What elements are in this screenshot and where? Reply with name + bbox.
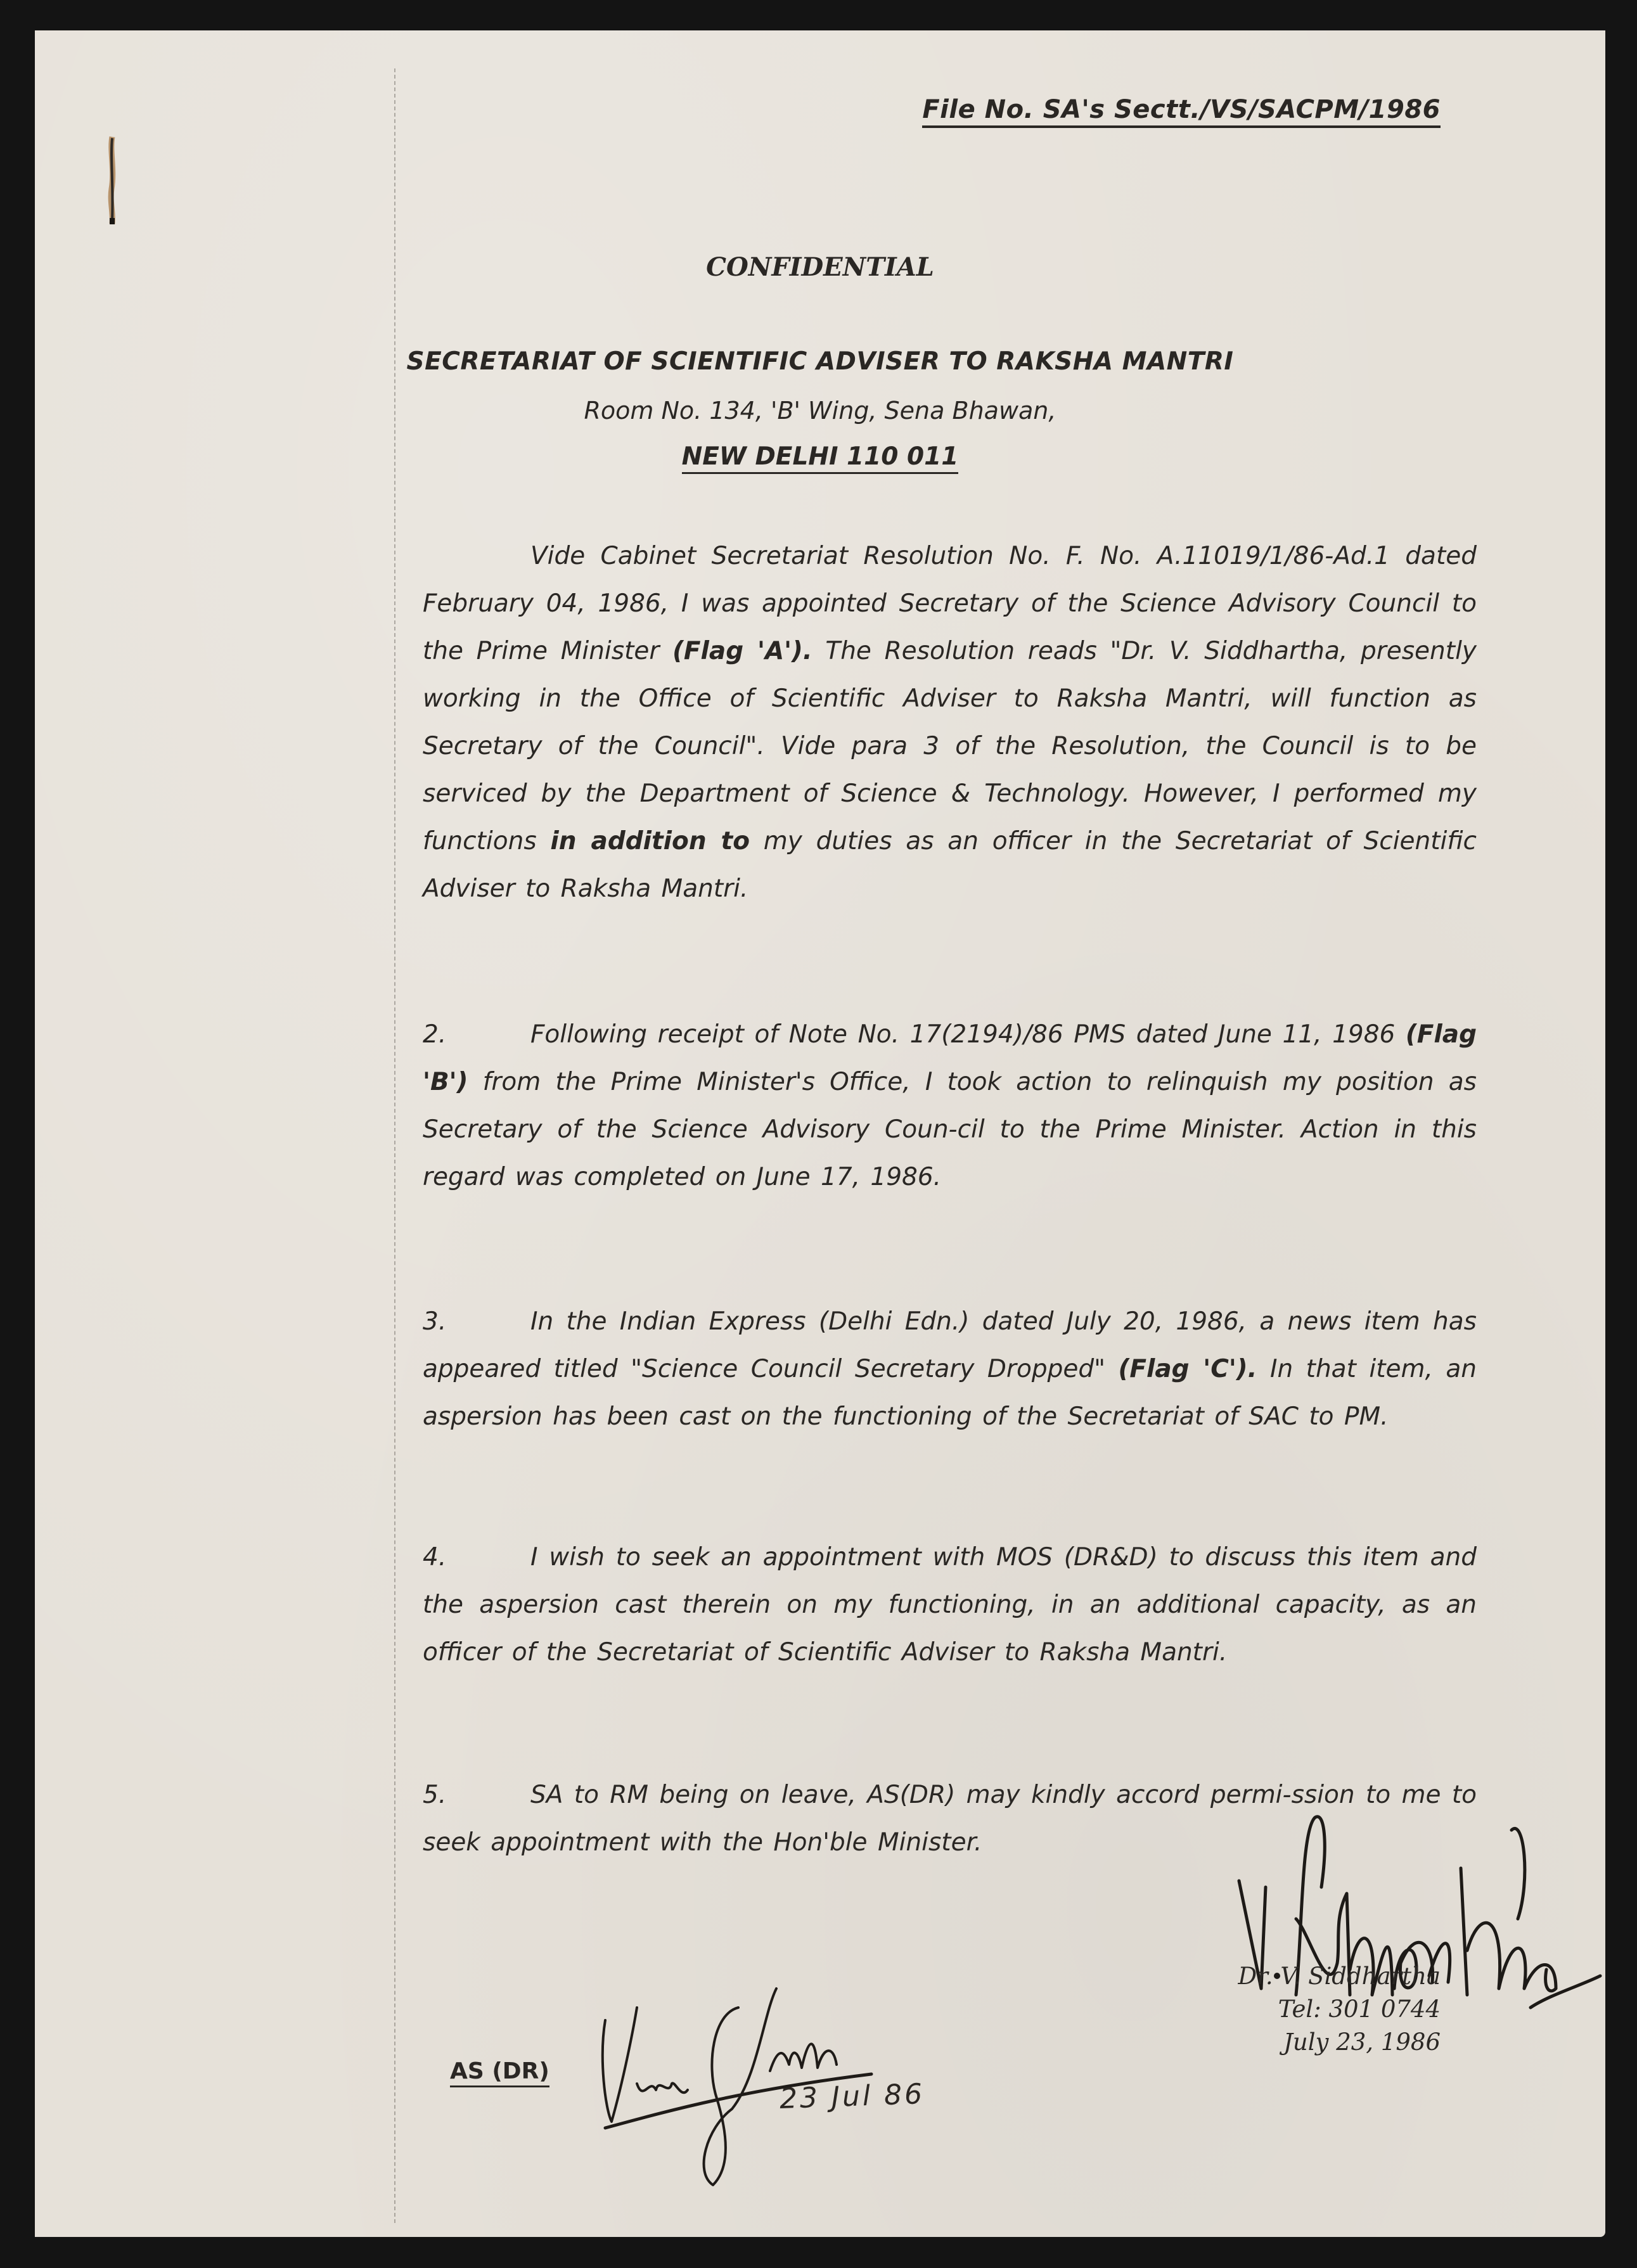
classification-label: CONFIDENTIAL (706, 252, 934, 282)
endorsement-addressee: AS (DR) (450, 2058, 549, 2087)
paragraph-number: 3. (423, 1307, 447, 1336)
text-segment: SA to RM being on leave, AS(DR) may kindly accord permi-ssion to me to seek appointment with the Hon'ble Minister. (423, 1781, 1477, 1857)
paragraph-4 (423, 1534, 1477, 1676)
paragraph-number: 2. (423, 1020, 447, 1049)
signer-date: July 23, 1986 (1283, 2028, 1441, 2056)
text-segment: The Resolution reads "Dr. V. Siddhartha, presently working in the Office of Scientific Adviser to Raksha Mantri, will function as Secretary of the Council". Vide para 3 of the Resolution, the Council is to be serviced by the Department of Science & Technology. However, I performed my functions (423, 637, 1477, 855)
emphasis-text: in addition to (550, 827, 750, 855)
text-segment: Vide Cabinet Secretariat Resolution No. F. No. A.11019/1/86-Ad.1 dated February 04, 1986, I was appointed Secretary of the Science Advisory Council to the Prime Minister (423, 542, 1477, 665)
text-segment: Following receipt of Note No. 17(2194)/86 PMS dated June 11, 1986 (530, 1020, 1406, 1049)
text-segment: from the Prime Minister's Office, I took action to relinquish my position as Secretary of the Science Advisory Coun-cil to the Prime Minister. Action in this regard was completed on June 17, 1986. (423, 1068, 1477, 1191)
organization-heading: SECRETARIAT OF SCIENTIFIC ADVISER TO RAKSHA MANTRI (406, 347, 1234, 376)
text-segment: my duties as an officer in the Secretariat of Scientific Adviser to Raksha Mantri. (423, 827, 1477, 903)
city: NEW DELHI 110 011 (682, 442, 959, 474)
paragraph-3 (423, 1298, 1477, 1440)
paragraph-text (423, 532, 1477, 913)
text-segment: In that item, an aspersion has been cast on the functioning of the Secretariat of SAC to PM. (423, 1355, 1477, 1431)
signer-block (1238, 1960, 1441, 2059)
document-page (35, 30, 1605, 2237)
handwritten-date: 23 Jul 86 (779, 2078, 925, 2115)
address-line: Room No. 134, 'B' Wing, Sena Bhawan, (584, 397, 1056, 425)
paragraph-2 (423, 1011, 1477, 1201)
signer-telephone: Tel: 301 0744 (1278, 1996, 1441, 2023)
flag-reference: (Flag 'A'). (672, 637, 812, 665)
signature-endorsement (580, 1963, 985, 2191)
flag-reference: (Flag 'B') (423, 1020, 1477, 1096)
flag-reference: (Flag 'C'). (1118, 1355, 1257, 1383)
paragraph-text (423, 1011, 1477, 1201)
paragraph-text (423, 1298, 1477, 1440)
paragraph-1 (423, 532, 1477, 913)
fold-line (394, 68, 395, 2223)
paragraph-number: 4. (423, 1543, 447, 1572)
text-segment: In the Indian Express (Delhi Edn.) dated July 20, 1986, a news item has appeared titled "Science Council Secretary Dropped" (423, 1307, 1477, 1383)
paragraph-text (423, 1534, 1477, 1676)
text-segment: I wish to seek an appointment with MOS (DR&D) to discuss this item and the aspersion cast therein on my functioning, in an additional capacity, as an officer of the Secretariat of Scientific Adviser to Raksha Mantri. (423, 1543, 1477, 1667)
signer-name: Dr. V. Siddhartha (1238, 1963, 1441, 1990)
city-line (35, 442, 1605, 474)
file-number: File No. SA's Sectt./VS/SACPM/1986 (922, 95, 1441, 128)
staple-mark-icon (105, 132, 120, 227)
paragraph-number: 5. (423, 1781, 447, 1809)
